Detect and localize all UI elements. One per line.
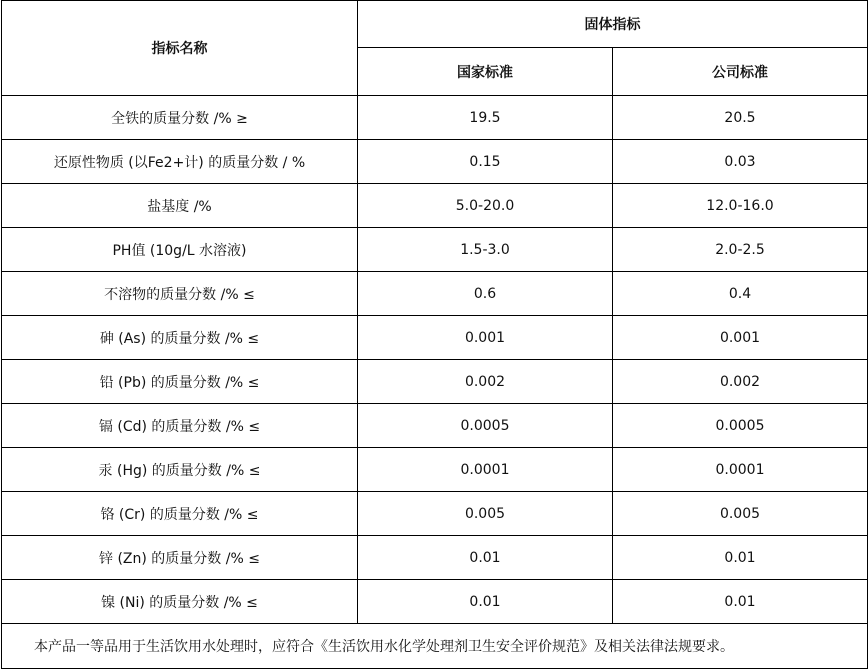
row-indicator-name: 全铁的质量分数 /% ≥ — [2, 96, 358, 140]
table-row — [2, 228, 868, 272]
row-company-value: 0.0005 — [613, 404, 868, 448]
row-company-value: 12.0-16.0 — [613, 184, 868, 228]
row-company-value: 0.001 — [613, 316, 868, 360]
table-row — [2, 184, 868, 228]
row-indicator-name: 镉 (Cd) 的质量分数 /% ≤ — [2, 404, 358, 448]
row-national-value: 0.0001 — [358, 448, 613, 492]
row-national-value: 0.01 — [358, 580, 613, 624]
row-company-value: 0.01 — [613, 536, 868, 580]
row-company-value: 0.0001 — [613, 448, 868, 492]
row-national-value: 0.15 — [358, 140, 613, 184]
table-footnote-row — [2, 624, 868, 669]
row-indicator-name: 砷 (As) 的质量分数 /% ≤ — [2, 316, 358, 360]
row-national-value: 0.005 — [358, 492, 613, 536]
row-company-value: 20.5 — [613, 96, 868, 140]
row-company-value: 0.002 — [613, 360, 868, 404]
header-company-standard: 公司标准 — [613, 48, 868, 96]
row-company-value: 0.01 — [613, 580, 868, 624]
table-row — [2, 272, 868, 316]
table-row — [2, 492, 868, 536]
row-company-value: 2.0-2.5 — [613, 228, 868, 272]
header-solid-indicators: 固体指标 — [358, 1, 868, 48]
table-row — [2, 580, 868, 624]
row-national-value: 1.5-3.0 — [358, 228, 613, 272]
row-national-value: 0.002 — [358, 360, 613, 404]
header-national-standard: 国家标准 — [358, 48, 613, 96]
row-indicator-name: 锌 (Zn) 的质量分数 /% ≤ — [2, 536, 358, 580]
row-indicator-name: PH值 (10g/L 水溶液) — [2, 228, 358, 272]
table-row — [2, 448, 868, 492]
row-company-value: 0.005 — [613, 492, 868, 536]
row-indicator-name: 不溶物的质量分数 /% ≤ — [2, 272, 358, 316]
specification-table — [1, 0, 868, 669]
table-row — [2, 360, 868, 404]
row-company-value: 0.03 — [613, 140, 868, 184]
row-national-value: 0.001 — [358, 316, 613, 360]
row-indicator-name: 汞 (Hg) 的质量分数 /% ≤ — [2, 448, 358, 492]
row-indicator-name: 还原性物质 (以Fe2+计) 的质量分数 / % — [2, 140, 358, 184]
table-row — [2, 96, 868, 140]
row-indicator-name: 镍 (Ni) 的质量分数 /% ≤ — [2, 580, 358, 624]
row-national-value: 5.0-20.0 — [358, 184, 613, 228]
row-indicator-name: 铬 (Cr) 的质量分数 /% ≤ — [2, 492, 358, 536]
header-indicator-name: 指标名称 — [2, 1, 358, 96]
footnote-text: 本产品一等品用于生活饮用水处理时，应符合《生活饮用水化学处理剂卫生安全评价规范》及相关法律法规要求。 — [2, 624, 868, 669]
table-row — [2, 140, 868, 184]
table-row — [2, 404, 868, 448]
table-row — [2, 316, 868, 360]
row-national-value: 0.01 — [358, 536, 613, 580]
row-national-value: 0.6 — [358, 272, 613, 316]
table-row — [2, 536, 868, 580]
row-national-value: 19.5 — [358, 96, 613, 140]
row-indicator-name: 盐基度 /% — [2, 184, 358, 228]
row-indicator-name: 铅 (Pb) 的质量分数 /% ≤ — [2, 360, 358, 404]
row-company-value: 0.4 — [613, 272, 868, 316]
row-national-value: 0.0005 — [358, 404, 613, 448]
